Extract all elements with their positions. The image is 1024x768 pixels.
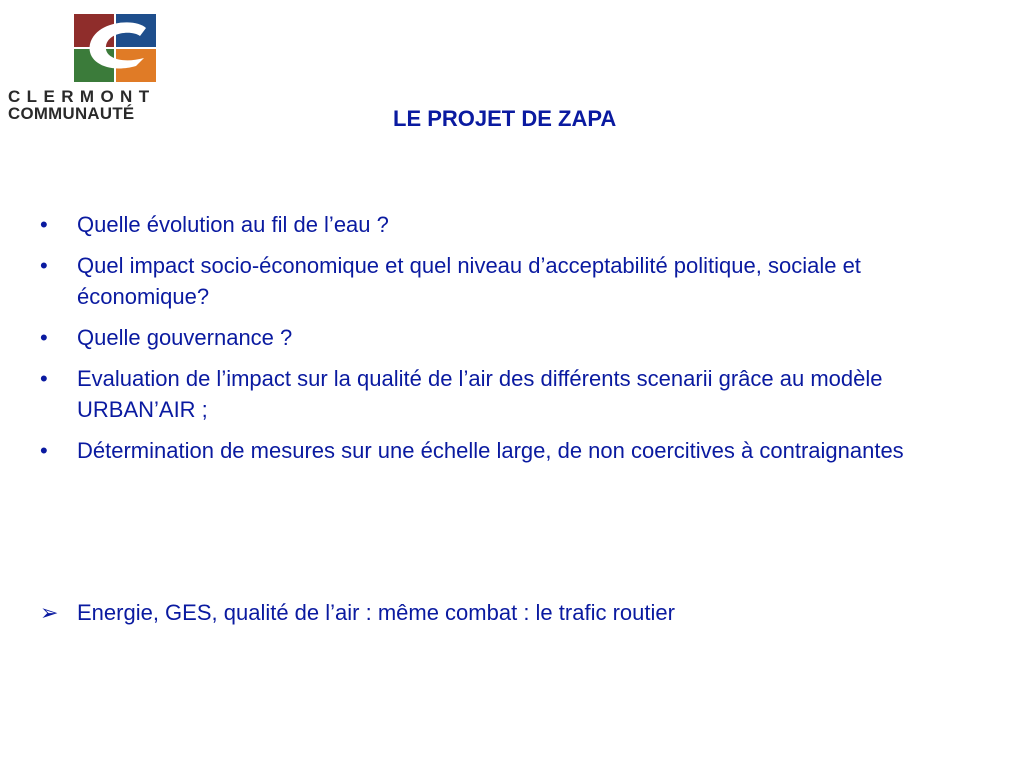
bullet-dot-icon: •: [40, 438, 48, 463]
bullet-text: Détermination de mesures sur une échelle large, de non coercitives à contraignantes: [77, 438, 904, 463]
conclusion-line: [40, 597, 675, 628]
bullet-list: [40, 209, 960, 476]
conclusion-text: Energie, GES, qualité de l’air : même combat : le trafic routier: [77, 600, 675, 625]
logo-text-communaute: COMMUNAUTÉ: [8, 105, 135, 123]
logo-text-clermont: CLERMONT: [8, 87, 156, 106]
bullet-text: Quelle gouvernance ?: [77, 325, 293, 350]
logo-c-mark-icon: [74, 14, 156, 82]
arrow-bullet-icon: ➢: [40, 600, 59, 625]
bullet-item: [40, 250, 960, 312]
bullet-dot-icon: •: [40, 253, 48, 278]
bullet-dot-icon: •: [40, 212, 48, 237]
bullet-text: Evaluation de l’impact sur la qualité de l’air des différents scenarii grâce au modèle URBAN’AIR ;: [77, 366, 883, 422]
bullet-item: [40, 209, 960, 240]
clermont-communaute-logo: [8, 14, 218, 126]
bullet-text: Quelle évolution au fil de l’eau ?: [77, 212, 389, 237]
bullet-text: Quel impact socio-économique et quel niveau d’acceptabilité politique, sociale et économique?: [77, 253, 861, 309]
bullet-dot-icon: •: [40, 366, 48, 391]
bullet-item: [40, 435, 960, 466]
slide-title: LE PROJET DE ZAPA: [393, 106, 617, 131]
bullet-item: [40, 363, 960, 425]
bullet-item: [40, 322, 960, 353]
bullet-dot-icon: •: [40, 325, 48, 350]
